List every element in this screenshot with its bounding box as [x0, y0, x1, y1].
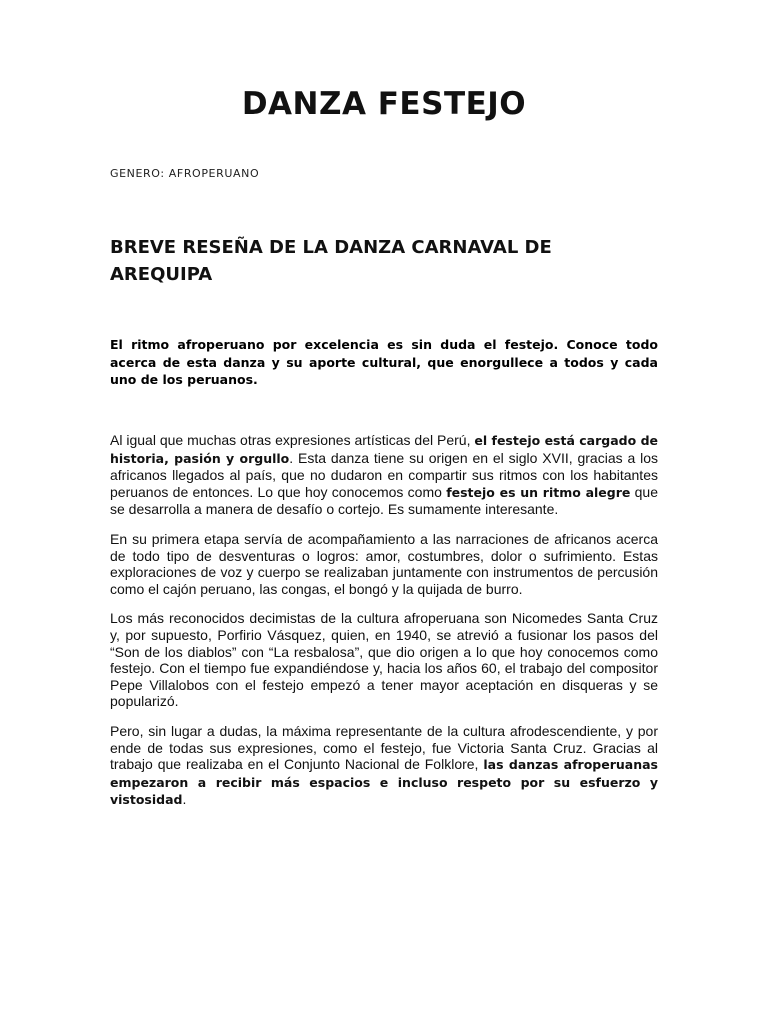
paragraph-1-text-a: Al igual que muchas otras expresiones artísticas del Perú,	[110, 432, 475, 448]
paragraph-1-bold-a: el festejo está cargado de historia, pasión y orgullo	[110, 433, 658, 466]
intro-paragraph: El ritmo afroperuano por excelencia es sin duda el festejo. Conoce todo acerca de esta danza y su aporte cultural, que enorgullece a todos y cada uno de los peruanos.	[110, 337, 658, 387]
paragraph-2: En su primera etapa servía de acompañamiento a las narraciones de africanos acerca de todo tipo de desventuras o logros: amor, costumbres, dolor o sufrimiento. Estas exploraciones de voz y cuerpo se realizaban juntamente con instrumentos de percusión como el cajón peruano, las congas, el bongó y la quijada de burro.	[110, 530, 658, 597]
genre-label: GENERO: AFROPERUANO	[110, 167, 260, 180]
paragraph-1-text-b: . Esta danza tiene su origen en el siglo XVII, gracias a los africanos llegados al país, que no dudaron en compartir sus ritmos con los habitantes peruanos de entonces. Lo que hoy conocemos como	[110, 449, 658, 500]
document-title: DANZA FESTEJO	[241, 86, 527, 122]
body-text	[110, 432, 658, 822]
paragraph-4-text-b: .	[182, 791, 187, 808]
paragraph-1-bold-b: festejo es un ritmo alegre	[446, 484, 631, 500]
paragraph-3: Los más reconocidos decimistas de la cultura afroperuana son Nicomedes Santa Cruz y, por supuesto, Porfirio Vásquez, quien, en 1940, se atrevió a fusionar los pasos del “Son de los diablos” con “La resbalosa”, que dio origen a lo que hoy conocemos como festejo. Con el tiempo fue expandiéndose y, hacia los años 60, el trabajo del compositor Pepe Villalobos con el festejo empezó a tener mayor aceptación en disqueras y se popularizó.	[110, 610, 658, 710]
section-heading: BREVE RESEÑA DE LA DANZA CARNAVAL DE AREQUIPA	[110, 237, 552, 285]
paragraph-4	[110, 723, 658, 809]
paragraph-4-text-a: Pero, sin lugar a dudas, la máxima representante de la cultura afrodescendiente, y por ende de todas sus expresiones, como el festejo, fue Victoria Santa Cruz. Gracias al trabajo que realizaba en el Conjunto Nacional de Folklore,	[110, 722, 658, 773]
paragraph-1-text-c: que se desarrolla a manera de desafío o cortejo. Es sumamente interesante.	[110, 483, 658, 518]
paragraph-4-bold-a: las danzas afroperuanas empezaron a recibir más espacios e incluso respeto por su esfuerzo y vistosidad	[110, 757, 658, 808]
paragraph-1	[110, 432, 658, 518]
